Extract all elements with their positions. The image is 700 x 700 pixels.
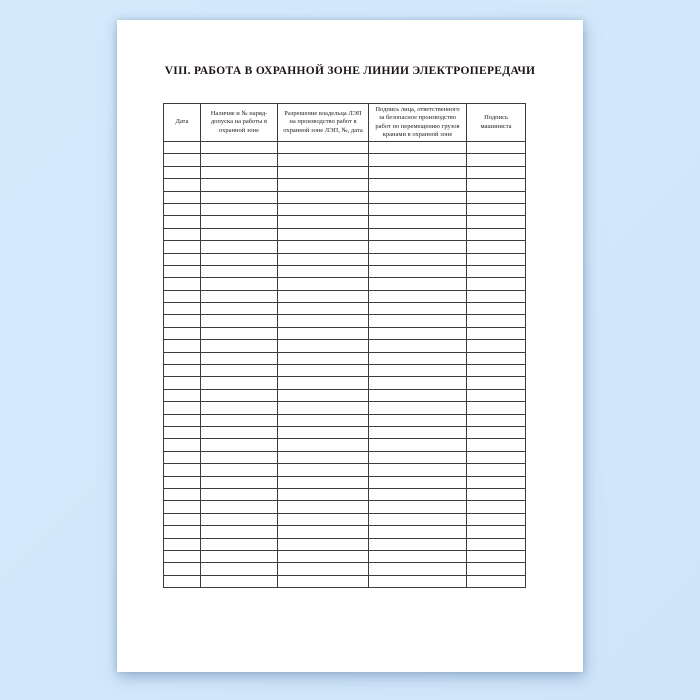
table-cell (164, 550, 201, 562)
table-row (164, 315, 526, 327)
table-row (164, 191, 526, 203)
table-cell (467, 563, 526, 575)
table-cell (164, 526, 201, 538)
table-cell (164, 563, 201, 575)
table-cell (278, 377, 369, 389)
table-cell (278, 426, 369, 438)
table-cell (278, 476, 369, 488)
table-cell (369, 191, 467, 203)
table-row (164, 166, 526, 178)
table-cell (467, 241, 526, 253)
table-cell (278, 340, 369, 352)
table-cell (278, 203, 369, 215)
table-cell (278, 290, 369, 302)
table-row (164, 142, 526, 154)
table-cell (278, 327, 369, 339)
table-cell (201, 365, 278, 377)
table-cell (164, 402, 201, 414)
table-cell (278, 389, 369, 401)
table-cell (164, 538, 201, 550)
table-row (164, 575, 526, 587)
table-cell (369, 389, 467, 401)
table-cell (164, 488, 201, 500)
table-cell (164, 315, 201, 327)
table-cell (201, 550, 278, 562)
column-header-responsible-signature: Подпись лица, ответственного за безопасное производство работ по перемещению грузов кранами в охранной зоне (369, 104, 467, 142)
table-row (164, 464, 526, 476)
table-cell (369, 464, 467, 476)
table-row (164, 352, 526, 364)
table-row (164, 365, 526, 377)
table-cell (467, 464, 526, 476)
table-row (164, 476, 526, 488)
table-cell (369, 154, 467, 166)
table-cell (164, 253, 201, 265)
table-row (164, 550, 526, 562)
table-cell (369, 265, 467, 277)
table-cell (278, 278, 369, 290)
table-cell (369, 216, 467, 228)
table-cell (467, 414, 526, 426)
table-cell (369, 501, 467, 513)
table-cell (164, 426, 201, 438)
table-cell (369, 340, 467, 352)
table-cell (467, 476, 526, 488)
table-cell (201, 377, 278, 389)
table-cell (369, 365, 467, 377)
table-cell (369, 538, 467, 550)
table-row (164, 402, 526, 414)
table-row (164, 414, 526, 426)
table-cell (164, 290, 201, 302)
table-cell (369, 439, 467, 451)
table-row (164, 501, 526, 513)
table-cell (201, 451, 278, 463)
table-cell (164, 513, 201, 525)
table-cell (164, 278, 201, 290)
table-cell (467, 216, 526, 228)
table-cell (201, 389, 278, 401)
table-cell (278, 166, 369, 178)
table-cell (467, 451, 526, 463)
table-cell (164, 451, 201, 463)
table-cell (164, 166, 201, 178)
table-cell (369, 278, 467, 290)
column-header-permit-presence: Наличие и № наряд-допуска на работы в охранной зоне (201, 104, 278, 142)
table-row (164, 488, 526, 500)
table-cell (201, 216, 278, 228)
table-cell (467, 179, 526, 191)
table-cell (201, 191, 278, 203)
table-cell (467, 203, 526, 215)
table-cell (278, 563, 369, 575)
table-cell (164, 439, 201, 451)
table-cell (164, 501, 201, 513)
table-cell (369, 228, 467, 240)
table-row (164, 290, 526, 302)
table-cell (164, 377, 201, 389)
table-cell (164, 389, 201, 401)
table-cell (201, 241, 278, 253)
table-cell (369, 426, 467, 438)
table-cell (278, 191, 369, 203)
table-cell (201, 154, 278, 166)
table-cell (467, 402, 526, 414)
table-cell (369, 526, 467, 538)
table-row (164, 538, 526, 550)
column-header-owner-permission: Разрешение владельца ЛЭП на производство работ в охранной зоне ЛЭП, №, дата (278, 104, 369, 142)
table-cell (369, 253, 467, 265)
table-row (164, 253, 526, 265)
table-body (164, 142, 526, 588)
table-cell (164, 191, 201, 203)
table-row (164, 327, 526, 339)
table-cell (278, 241, 369, 253)
table-cell (201, 265, 278, 277)
table-cell (467, 278, 526, 290)
table-cell (164, 476, 201, 488)
table-cell (369, 476, 467, 488)
table-cell (201, 228, 278, 240)
table-cell (369, 203, 467, 215)
table-cell (467, 501, 526, 513)
table-row (164, 154, 526, 166)
table-cell (201, 488, 278, 500)
table-container (163, 103, 525, 588)
table-cell (369, 241, 467, 253)
table-row (164, 303, 526, 315)
table-row (164, 513, 526, 525)
table-cell (164, 228, 201, 240)
table-cell (369, 166, 467, 178)
table-cell (164, 216, 201, 228)
table-row (164, 451, 526, 463)
table-cell (369, 488, 467, 500)
table-cell (467, 526, 526, 538)
table-cell (278, 315, 369, 327)
table-cell (164, 179, 201, 191)
table-row (164, 526, 526, 538)
table-cell (369, 303, 467, 315)
table-cell (467, 389, 526, 401)
table-cell (201, 352, 278, 364)
table-cell (467, 191, 526, 203)
table-cell (201, 290, 278, 302)
table-cell (369, 451, 467, 463)
table-cell (201, 513, 278, 525)
table-cell (467, 513, 526, 525)
table-cell (467, 575, 526, 587)
table-header (164, 104, 526, 142)
table-cell (201, 179, 278, 191)
table-row (164, 203, 526, 215)
table-cell (164, 365, 201, 377)
table-cell (278, 488, 369, 500)
table-cell (164, 303, 201, 315)
table-cell (164, 154, 201, 166)
table-cell (467, 488, 526, 500)
document-page (117, 20, 583, 672)
table-cell (278, 352, 369, 364)
table-row (164, 389, 526, 401)
table-cell (164, 142, 201, 154)
table-cell (201, 414, 278, 426)
table-cell (467, 340, 526, 352)
page-title: VIII. РАБОТА В ОХРАННОЙ ЗОНЕ ЛИНИИ ЭЛЕКТРОПЕРЕДАЧИ (164, 65, 536, 77)
table-cell (201, 575, 278, 587)
table-cell (278, 538, 369, 550)
table-cell (201, 501, 278, 513)
column-header-operator-signature: Подпись машиниста (467, 104, 526, 142)
table-cell (278, 550, 369, 562)
table-row (164, 265, 526, 277)
table-cell (201, 464, 278, 476)
table-cell (201, 538, 278, 550)
table-cell (201, 327, 278, 339)
table-cell (278, 439, 369, 451)
table-cell (201, 253, 278, 265)
table-cell (369, 290, 467, 302)
table-cell (164, 327, 201, 339)
table-row (164, 563, 526, 575)
table-cell (201, 426, 278, 438)
table-cell (278, 513, 369, 525)
table-row (164, 377, 526, 389)
table-cell (467, 228, 526, 240)
table-cell (201, 439, 278, 451)
table-cell (467, 315, 526, 327)
table-cell (467, 265, 526, 277)
table-header-row (164, 104, 526, 142)
table-cell (369, 142, 467, 154)
table-row (164, 426, 526, 438)
table-cell (369, 327, 467, 339)
table-cell (369, 513, 467, 525)
table-cell (369, 563, 467, 575)
table-row (164, 439, 526, 451)
table-cell (369, 575, 467, 587)
table-cell (278, 451, 369, 463)
table-cell (467, 142, 526, 154)
table-cell (164, 352, 201, 364)
table-cell (369, 550, 467, 562)
table-row (164, 228, 526, 240)
table-cell (467, 550, 526, 562)
table-cell (278, 464, 369, 476)
table-cell (467, 327, 526, 339)
table-cell (278, 253, 369, 265)
table-cell (278, 402, 369, 414)
table-cell (467, 538, 526, 550)
table-cell (467, 352, 526, 364)
table-cell (201, 315, 278, 327)
table-row (164, 278, 526, 290)
table-row (164, 216, 526, 228)
table-cell (278, 228, 369, 240)
table-cell (201, 476, 278, 488)
table-cell (164, 241, 201, 253)
table-cell (164, 464, 201, 476)
table-cell (201, 402, 278, 414)
table-cell (467, 439, 526, 451)
table-cell (278, 179, 369, 191)
table-cell (467, 303, 526, 315)
table-cell (278, 365, 369, 377)
table-cell (278, 526, 369, 538)
table-cell (369, 352, 467, 364)
table-cell (278, 501, 369, 513)
table-cell (278, 142, 369, 154)
table-cell (164, 340, 201, 352)
table-cell (164, 575, 201, 587)
table-cell (278, 303, 369, 315)
table-cell (278, 575, 369, 587)
table-cell (467, 253, 526, 265)
table-cell (278, 265, 369, 277)
table-cell (201, 203, 278, 215)
table-cell (369, 315, 467, 327)
table-cell (201, 166, 278, 178)
table-cell (278, 216, 369, 228)
table-cell (369, 179, 467, 191)
table-cell (164, 265, 201, 277)
table-cell (201, 340, 278, 352)
table-cell (164, 414, 201, 426)
table-cell (201, 278, 278, 290)
table-row (164, 340, 526, 352)
table-cell (369, 402, 467, 414)
table-cell (369, 414, 467, 426)
column-header-date: Дата (164, 104, 201, 142)
table-cell (369, 377, 467, 389)
table-row (164, 179, 526, 191)
journal-table (163, 103, 526, 588)
table-cell (467, 365, 526, 377)
table-cell (201, 526, 278, 538)
table-cell (201, 142, 278, 154)
table-cell (467, 154, 526, 166)
table-cell (467, 377, 526, 389)
table-row (164, 241, 526, 253)
table-cell (278, 154, 369, 166)
table-cell (201, 303, 278, 315)
table-cell (467, 290, 526, 302)
table-cell (201, 563, 278, 575)
table-cell (467, 166, 526, 178)
table-cell (278, 414, 369, 426)
table-cell (164, 203, 201, 215)
table-cell (467, 426, 526, 438)
